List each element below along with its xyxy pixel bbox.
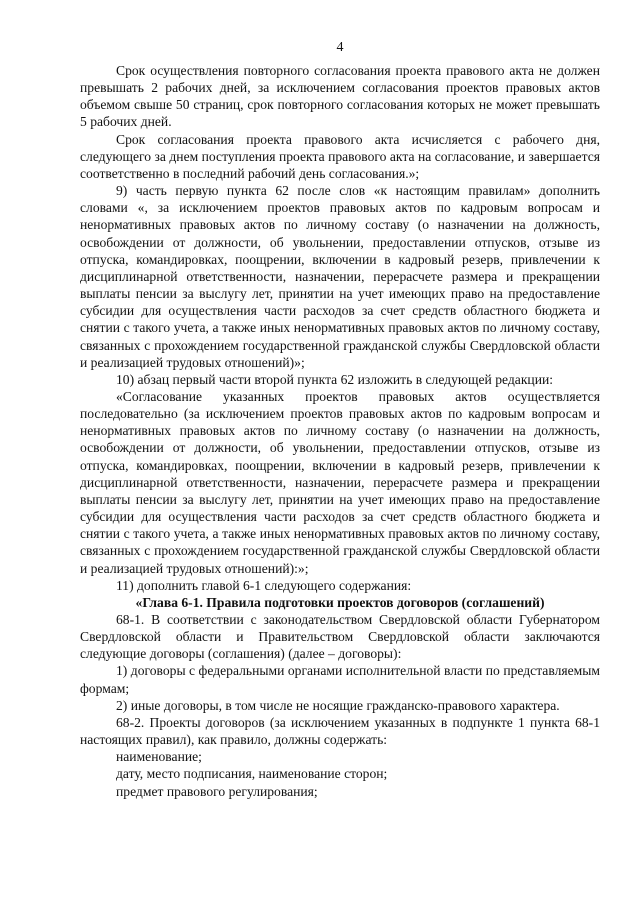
list-item: наименование;: [116, 749, 202, 765]
paragraph: 1) договоры с федеральными органами исполнительной власти по представляемым формам;: [80, 663, 600, 696]
list-item: дату, место подписания, наименование сторон;: [116, 766, 388, 782]
page-number: 4: [336, 40, 344, 55]
paragraph: 9) часть первую пункта 62 после слов «к настоящим правилам» дополнить словами «, за исключением проектов правовых актов по кадровым вопросам и ненормативных правовых актов по личному составу (о назначении на должность, освобождении от должности, об увольнении, предоставлении отпусков, отзыве из отпуска, командировках, поощрении, включении в кадровый резерв, привлечении к дисциплинарной ответственности, назначении, перерасчете размера и прекращении выплаты пенсии за выслугу лет, принятии на учет имеющих право на предоставление субсидии для осуществления части расходов за счет средств областного бюджета и снятии с такого учета, а также иных ненормативных правовых актов по личному составу, связанных с прохождением государственной гражданской службы Свердловской области и реализацией трудовых отношений)»;: [80, 183, 600, 370]
paragraph: Срок согласования проекта правового акта исчисляется с рабочего дня, следующего за днем поступления проекта правового акта на согласование, и завершается соответственно в последний рабочий день согласования.»;: [80, 131, 600, 181]
paragraph: 2) иные договоры, в том числе не носящие гражданско-правового характера.: [116, 697, 560, 713]
paragraph: 11) дополнить главой 6-1 следующего содержания:: [116, 577, 412, 593]
paragraph: Срок осуществления повторного согласования проекта правового акта не должен превышать 2 рабочих дней, за исключением согласования проектов правовых актов объемом свыше 50 страниц, срок повторного согласования которых не может превышать 5 рабочих дней.: [80, 63, 600, 130]
list-item: предмет правового регулирования;: [116, 783, 318, 799]
paragraph: 10) абзац первый части второй пункта 62 изложить в следующей редакции:: [116, 371, 554, 387]
chapter-heading: «Глава 6-1. Правила подготовки проектов договоров (соглашений): [135, 594, 545, 610]
paragraph: «Согласование указанных проектов правовых актов осуществляется последовательно (за исключением проектов правовых актов по кадровым вопросам и ненормативных правовых актов по личному составу (о назначении на должность, освобождении от должности, об увольнении, предоставлении отпусков, отзыве из отпуска, командировках, поощрении, включении в кадровый резерв, привлечении к дисциплинарной ответственности, назначении, перерасчете размера и прекращении выплаты пенсии за выслугу лет, принятии на учет имеющих право на предоставление субсидии для осуществления части расходов за счет средств областного бюджета и снятии с такого учета, а также иных ненормативных правовых актов по личному составу, связанных с прохождением государственной гражданской службы Свердловской области и реализацией трудовых отношений):»;: [80, 388, 600, 576]
document-body: [80, 62, 600, 800]
paragraph: 68-2. Проекты договоров (за исключением указанных в подпункте 1 пункта 68-1 настоящих правил), как правило, должны содержать:: [80, 714, 600, 748]
paragraph: 68-1. В соответствии с законодательством Свердловской области Губернатором Свердловской области и Правительством Свердловской области заключаются следующие договоры (соглашения) (далее – договоры):: [80, 612, 600, 662]
